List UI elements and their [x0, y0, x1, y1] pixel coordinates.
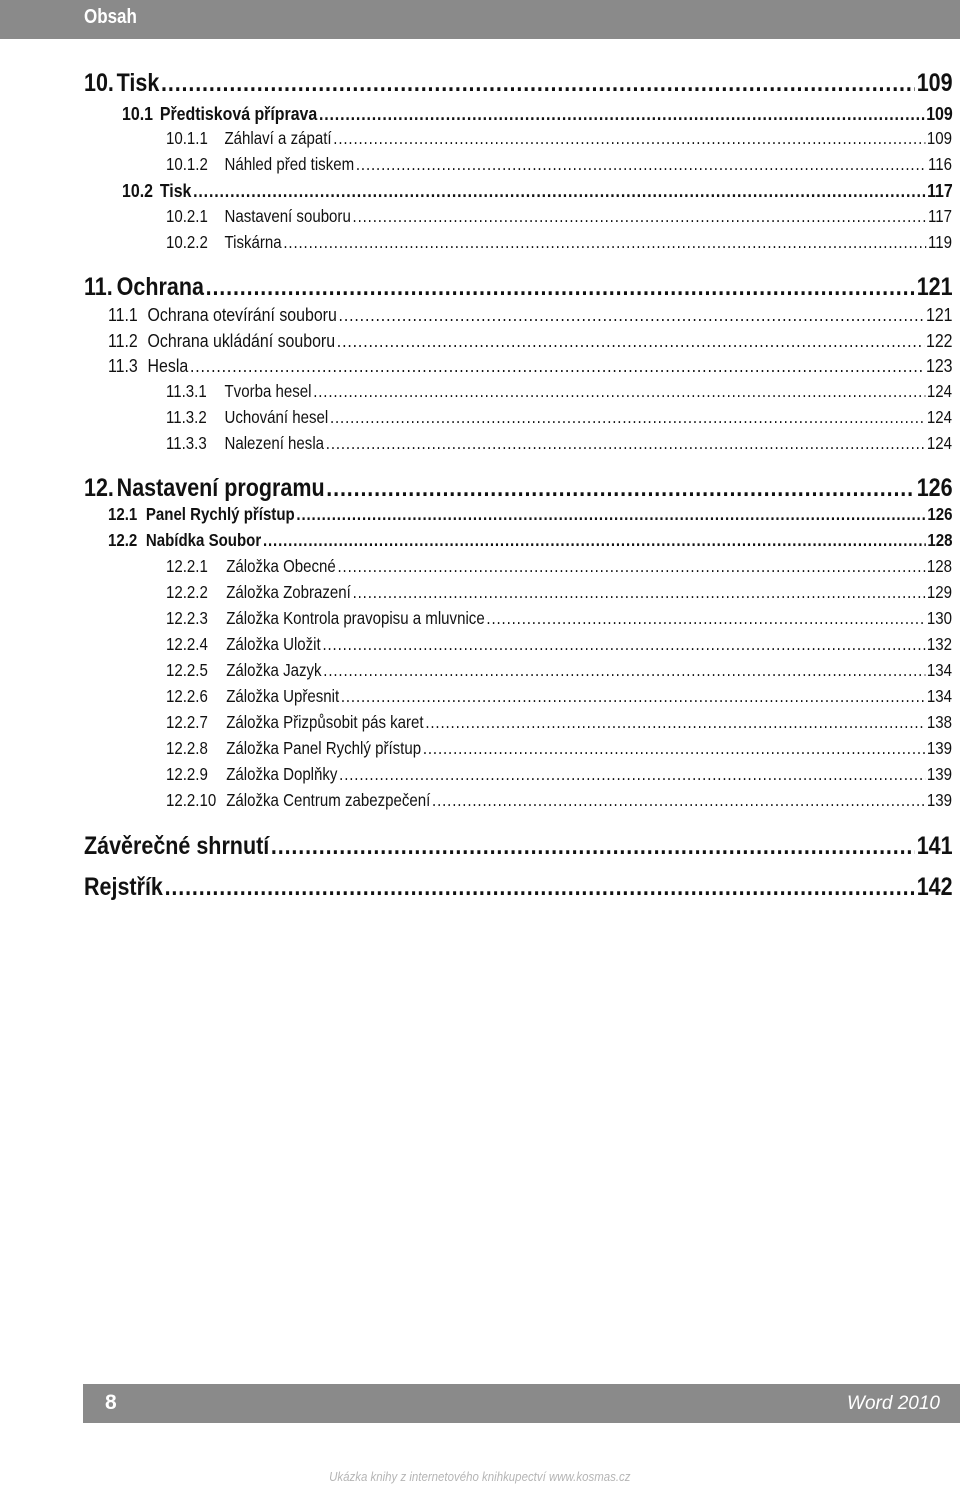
toc-number: 12.2.3 — [166, 608, 208, 628]
toc-title: Ochrana otevírání souboru — [147, 304, 337, 325]
toc-page: 132 — [926, 634, 953, 654]
toc-number: 10.2 — [122, 180, 153, 201]
toc-leader — [263, 530, 926, 551]
toc-leader — [161, 69, 915, 98]
toc-leader — [330, 407, 925, 428]
toc-leader — [432, 790, 925, 811]
toc-leader — [326, 433, 925, 454]
toc-entry[interactable] — [84, 273, 953, 302]
toc-leader — [353, 206, 927, 227]
toc-leader — [423, 738, 925, 759]
watermark: Ukázka knihy z internetového knihkupectví www.kosmas.cz — [329, 1469, 631, 1484]
toc-page: 121 — [916, 273, 953, 301]
toc-title: Tvorba hesel — [224, 381, 312, 401]
toc-entry[interactable] — [84, 69, 953, 98]
toc-entry[interactable] — [166, 608, 952, 629]
toc-page: 123 — [925, 355, 953, 376]
toc-number: 10.1.2 — [166, 154, 208, 174]
toc-leader — [341, 686, 925, 707]
toc-number: 11. — [84, 273, 113, 301]
toc-title: Nabídka Soubor — [145, 530, 262, 550]
toc-title: Záložka Doplňky — [226, 764, 338, 784]
toc-entry[interactable] — [122, 103, 953, 125]
toc-entry[interactable] — [166, 738, 952, 759]
toc-page: 139 — [926, 790, 953, 810]
toc-number: 10. — [84, 69, 114, 97]
toc-title: Tisk — [116, 69, 160, 97]
toc-title: Ochrana ukládání souboru — [147, 330, 336, 351]
footer-book-title: Word 2010 — [847, 1393, 940, 1414]
toc-number: 12.2.10 — [166, 790, 217, 810]
header-title: Obsah — [84, 6, 137, 28]
toc-number: 10.1 — [122, 103, 153, 124]
toc-title: Panel Rychlý přístup — [145, 504, 295, 524]
toc-entry[interactable] — [108, 504, 953, 525]
toc-number: 11.1 — [108, 304, 138, 325]
toc-number: 12.2.8 — [166, 738, 208, 758]
toc-page: 126 — [927, 504, 953, 524]
toc-entry[interactable] — [166, 764, 952, 785]
toc-entry[interactable] — [108, 330, 953, 352]
toc-leader — [425, 712, 925, 733]
toc-number: 11.3.1 — [166, 381, 207, 401]
toc-leader — [337, 330, 924, 352]
toc-title: Záložka Uložit — [226, 634, 321, 654]
toc-title: Záložka Centrum zabezpečení — [226, 790, 431, 810]
toc-leader — [323, 660, 925, 681]
toc-page: 142 — [916, 873, 953, 901]
toc-number: 12.2.1 — [166, 556, 208, 576]
toc-number: 11.2 — [108, 330, 138, 351]
toc-title: Záložka Přizpůsobit pás karet — [226, 712, 424, 732]
toc-page: 124 — [926, 433, 953, 453]
toc-page: 139 — [926, 738, 953, 758]
toc-title: Záložka Upřesnit — [226, 686, 340, 706]
toc-entry[interactable] — [166, 154, 952, 175]
toc-leader — [353, 582, 926, 603]
toc-leader — [333, 128, 925, 149]
toc-number: 11.3.2 — [166, 407, 207, 427]
toc-number: 12.2.4 — [166, 634, 208, 654]
toc-title: Tiskárna — [224, 232, 282, 252]
toc-leader — [296, 504, 925, 525]
toc-leader — [339, 764, 925, 785]
toc-page: 130 — [926, 608, 953, 628]
toc-title: Uchování hesel — [224, 407, 329, 427]
toc-number: 10.2.1 — [166, 206, 208, 226]
toc-entry[interactable] — [108, 355, 953, 377]
toc-leader — [206, 273, 915, 302]
toc-title: Záložka Panel Rychlý přístup — [226, 738, 422, 758]
toc-number: 12.2.7 — [166, 712, 208, 732]
toc-leader — [313, 381, 925, 402]
toc-page: 109 — [916, 69, 953, 97]
toc-page: 134 — [926, 660, 953, 680]
toc-entry[interactable] — [122, 180, 953, 202]
toc-entry[interactable] — [166, 712, 952, 733]
toc-page: 126 — [916, 474, 953, 502]
toc-entry[interactable] — [166, 790, 952, 811]
toc-leader — [486, 608, 925, 629]
toc-leader — [338, 556, 926, 577]
page-header — [0, 0, 960, 39]
toc-leader — [322, 634, 925, 655]
toc-entry[interactable] — [166, 634, 952, 655]
toc-number: 12.2.5 — [166, 660, 208, 680]
toc-entry[interactable] — [166, 582, 952, 603]
toc-page: 116 — [928, 154, 953, 174]
toc-title: Záhlaví a zápatí — [224, 128, 332, 148]
toc-page: 128 — [927, 530, 953, 550]
toc-leader — [339, 304, 925, 326]
toc-page: 119 — [928, 232, 953, 252]
toc-page: 138 — [926, 712, 953, 732]
toc-title: Záložka Obecné — [226, 556, 336, 576]
toc-title: Ochrana — [116, 273, 204, 301]
toc-leader — [356, 154, 926, 175]
footer-page-number: 8 — [105, 1391, 117, 1414]
toc-entry[interactable] — [108, 530, 953, 551]
toc-leader — [283, 232, 926, 253]
toc-number: 12.2.2 — [166, 582, 208, 602]
toc-entry[interactable] — [166, 206, 952, 227]
toc-page: 134 — [926, 686, 953, 706]
toc-page: 139 — [926, 764, 953, 784]
toc-leader — [271, 832, 915, 861]
toc-page: 124 — [926, 407, 953, 427]
toc-page: 121 — [925, 304, 953, 325]
toc-number: 10.2.2 — [166, 232, 208, 252]
toc-entry[interactable] — [166, 407, 952, 428]
toc-page: 117 — [928, 206, 953, 226]
toc-page: 122 — [925, 330, 953, 351]
toc-number: 10.1.1 — [166, 128, 208, 148]
toc-page: 124 — [926, 381, 953, 401]
page-footer — [83, 1384, 960, 1423]
toc-entry[interactable] — [166, 556, 952, 577]
toc-page: 141 — [916, 832, 953, 860]
toc-number: 12.2.9 — [166, 764, 208, 784]
toc-leader — [190, 355, 924, 377]
toc-entry[interactable] — [84, 474, 953, 503]
toc-number: 12.2 — [108, 530, 138, 550]
toc-title: Rejstřík — [84, 873, 163, 901]
toc-leader — [326, 474, 915, 503]
toc-title: Nalezení hesla — [224, 433, 325, 453]
toc-entry[interactable] — [166, 232, 952, 253]
toc-title: Nastavení souboru — [224, 206, 351, 226]
toc-entry[interactable] — [166, 128, 952, 149]
toc-title: Záložka Kontrola pravopisu a mluvnice — [226, 608, 485, 628]
toc-number: 12.1 — [108, 504, 138, 524]
toc-entry[interactable] — [166, 686, 952, 707]
toc-number: 11.3 — [108, 355, 138, 376]
toc-leader — [165, 873, 915, 902]
toc-entry[interactable] — [166, 433, 952, 454]
toc-title: Hesla — [147, 355, 189, 376]
toc-entry[interactable] — [166, 381, 952, 402]
toc-page: 109 — [926, 128, 953, 148]
toc-title: Náhled před tiskem — [224, 154, 355, 174]
toc-number: 12. — [84, 474, 114, 502]
toc-entry[interactable] — [166, 660, 952, 681]
toc-leader — [193, 180, 925, 202]
toc-leader — [319, 103, 925, 125]
toc-title: Předtisková příprava — [159, 103, 318, 124]
toc-title: Závěrečné shrnutí — [84, 832, 270, 860]
toc-title: Záložka Zobrazení — [226, 582, 351, 602]
toc-title: Tisk — [159, 180, 192, 201]
toc-number: 11.3.3 — [166, 433, 207, 453]
toc-title: Nastavení programu — [116, 474, 325, 502]
toc-number: 12.2.6 — [166, 686, 208, 706]
toc-page: 109 — [926, 103, 953, 124]
toc-page: 129 — [926, 582, 953, 602]
toc-page: 128 — [926, 556, 953, 576]
toc-title: Záložka Jazyk — [226, 660, 322, 680]
toc-entry[interactable] — [84, 832, 953, 861]
toc-entry[interactable] — [84, 873, 953, 902]
toc-page: 117 — [927, 180, 953, 201]
toc-entry[interactable] — [108, 304, 953, 326]
